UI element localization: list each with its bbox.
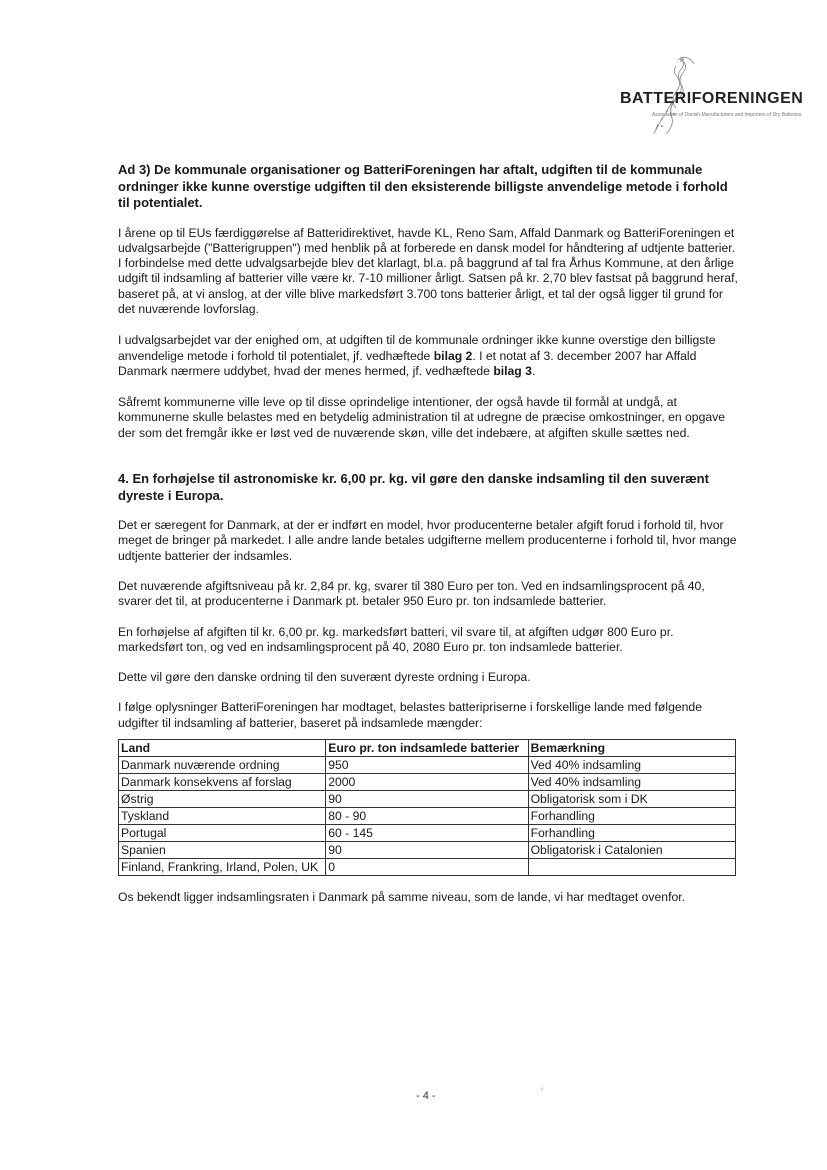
table-cell-euro: 0 [326, 859, 528, 876]
table-cell-note: Obligatorisk som i DK [528, 791, 735, 808]
scan-mark: ⸝ [540, 1082, 545, 1092]
document-body [118, 162, 738, 905]
table-cell-land: Spanien [119, 842, 326, 859]
section-4-heading: 4. En forhøjelse til astronomiske kr. 6,00 pr. kg. vil gøre den danske indsamling til den suverænt dyreste i Europa. [118, 471, 709, 503]
table-header-row [119, 740, 736, 757]
table-cell-note: Ved 40% indsamling [528, 774, 735, 791]
table-cell-euro: 90 [326, 791, 528, 808]
table-cell-note [528, 859, 735, 876]
table-row [119, 808, 736, 825]
batteriforeningen-logo [612, 52, 802, 152]
table-row [119, 859, 736, 876]
section-ad3-paragraph-1: I årene op til EUs færdiggørelse af Batteridirektivet, havde KL, Reno Sam, Affald Danmark og BatteriForeningen et udvalgsarbejde ("Batterigruppen") med henblik på at forberede en dansk model for håndtering af udtjente batterier. I forbindelse med dette udvalgsarbejde blev det klarlagt, bl.a. på baggrund af tal fra Århus Kommune, at den årlige udgift til indsamling af batterier ville være kr. 7-10 millioner årligt. Satsen på kr. 2,70 blev fastsat på baggrund heraf, baseret på, at vi anslog, at der ville blive markedsført 3.700 tons batterier årligt, et tal der også ligger til grund for det nuværende lovforslag. [118, 225, 738, 316]
table-cell-euro: 90 [326, 842, 528, 859]
section-4-paragraph-3: En forhøjelse af afgiften til kr. 6,00 pr. kg. markedsført batteri, vil svare til, at afgiften udgør 800 Euro pr. markedsført ton, og ved en indsamlingsprocent på 40, 2080 Euro pr. ton indsamlede batterier. [118, 624, 674, 654]
section-4-paragraph-4: Dette vil gøre den danske ordning til den suverænt dyreste ordning i Europa. [118, 670, 531, 685]
section-4-paragraph-5: I følge oplysninger BatteriForeningen har modtaget, belastes batteripriserne i forskellige lande med følgende udgifter til indsamling af batterier, baseret på indsamlede mængder: [118, 700, 702, 730]
section-4-paragraph-2: Det nuværende afgiftsniveau på kr. 2,84 pr. kg, svarer til 380 Euro per ton. Ved en indsamlingsprocent på 40, svarer det til, at producenterne i Danmark pt. betaler 950 Euro pr. ton indsamlede batterier. [118, 578, 705, 609]
section-4-paragraph-6: Os bekendt ligger indsamlingsraten i Danmark på samme niveau, som de lande, vi har medtaget ovenfor. [118, 890, 686, 905]
table-cell-land: Portugal [119, 825, 326, 842]
bilag-2-reference: bilag 2 [433, 348, 473, 363]
logo-name: BATTERIFORENINGEN [620, 90, 804, 107]
table-cell-land: Danmark konsekvens af forslag [119, 774, 326, 791]
table-cell-euro: 60 - 145 [326, 825, 528, 842]
paragraph-text: . I et notat af 3. december 2007 har Affald Danmark nærmere uddybet, hvad der menes hermed, jf. vedhæftede [118, 348, 697, 378]
section-ad3-heading: Ad 3) De kommunale organisationer og BatteriForeningen har aftalt, udgiften til de kommunale ordninger ikke kunne overstige udgiften til den eksisterende billigste anvendelige metode i forhold til potentialet. [118, 162, 728, 210]
table-row [119, 791, 736, 808]
collection-cost-table [118, 739, 736, 876]
page-number: - 4 - [416, 1090, 436, 1102]
section-ad3-paragraph-3: Såfremt kommunerne ville leve op til disse oprindelige intentioner, der også havde til formål at undgå, at kommunerne skulle belastes med en betydelig administration til at udregne de præcise omkostninger, en opgave der som det fremgår ikke er løst ved de nuværende skøn, ville det indebære, at afgiften skulle sættes ned. [118, 395, 726, 440]
table-header-land: Land [119, 740, 326, 757]
table-header-bemaerkning: Bemærkning [528, 740, 735, 757]
bilag-3-reference: bilag 3 [493, 363, 532, 378]
section-4-paragraph-1: Det er særegent for Danmark, at der er indført en model, hvor producenterne betaler afgift forud i forhold til, hvor meget de bringer på markedet. I alle andre lande betales udgifterne mellem producenterne i forhold til, hvor mange udtjente batterier der indsamles. [118, 518, 737, 563]
table-row [119, 842, 736, 859]
paragraph-text: . [531, 363, 536, 378]
table-header-euro: Euro pr. ton indsamlede batterier [326, 740, 528, 757]
table-cell-note: Forhandling [528, 808, 735, 825]
table-cell-note: Obligatorisk i Catalonien [528, 842, 735, 859]
section-ad3-paragraph-2 [118, 333, 738, 379]
table-row [119, 757, 736, 774]
logo-tagline: Association of Danish Manufacturers and Importers of Dry Batteries [652, 112, 802, 118]
paragraph-text: I udvalgsarbejdet var der enighed om, at udgiften til de kommunale ordninger ikke kunne overstige den billigste anvendelige metode i forhold til potentialet, jf. vedhæftede [118, 333, 716, 363]
table-cell-land: Østrig [119, 791, 326, 808]
table-cell-land: Danmark nuværende ordning [119, 757, 326, 774]
table-row [119, 774, 736, 791]
table-cell-land: Tyskland [119, 808, 326, 825]
table-cell-land: Finland, Frankring, Irland, Polen, UK [119, 859, 326, 876]
table-cell-note: Ved 40% indsamling [528, 757, 735, 774]
table-cell-note: Forhandling [528, 825, 735, 842]
table-cell-euro: 2000 [326, 774, 528, 791]
table-row [119, 825, 736, 842]
table-cell-euro: 80 - 90 [326, 808, 528, 825]
table-cell-euro: 950 [326, 757, 528, 774]
